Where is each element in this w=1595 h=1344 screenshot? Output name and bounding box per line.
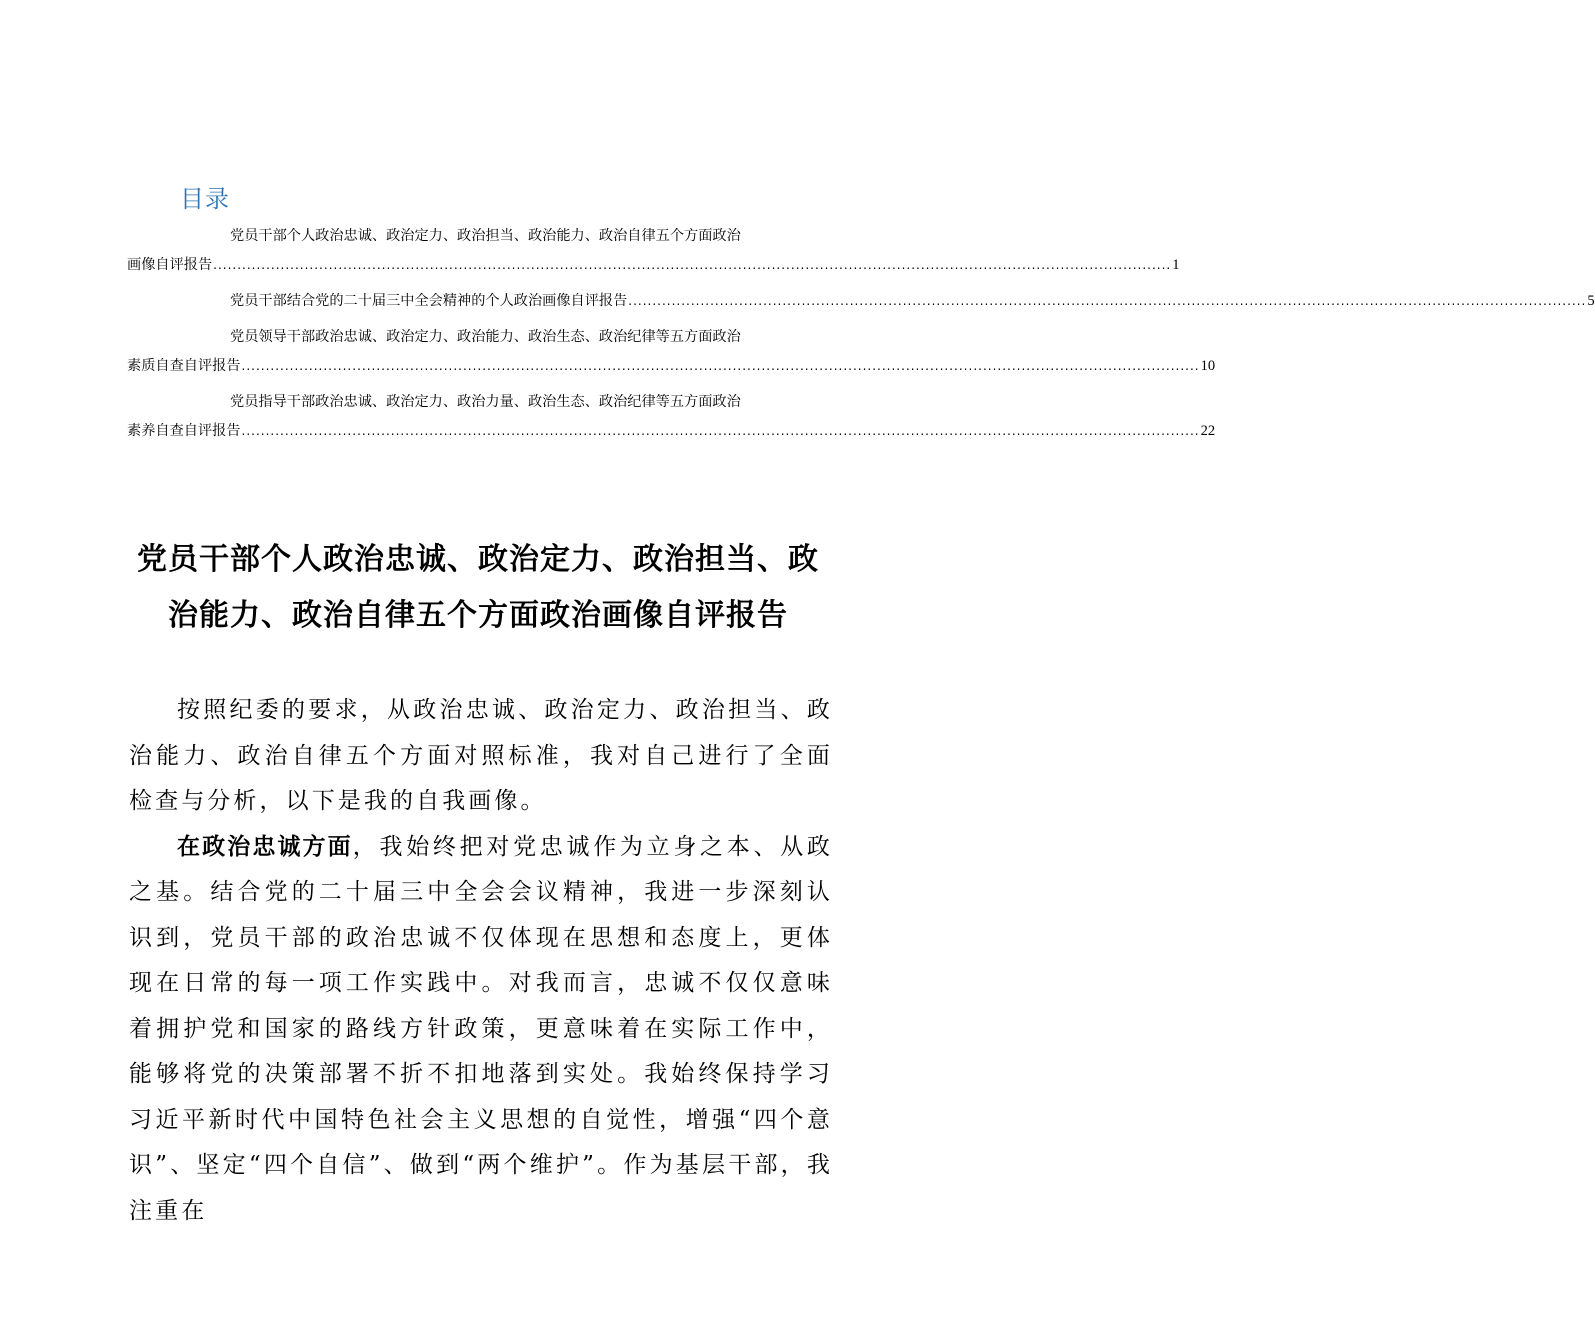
toc-entry-title-line2: 素质自查自评报告 [127,358,241,374]
toc-entry-4[interactable] [127,388,1216,446]
toc-entry-title-line2: 素养自查自评报告 [127,423,241,439]
toc-entry-title-line2-row [127,417,1216,446]
toc-entry-title: 党员干部结合党的二十届三中全会精神的个人政治画像自评报告 [230,293,628,309]
toc-entry-title-line1: 党员指导干部政治忠诚、政治定力、政治力量、政治生态、政治纪律等五方面政治 [230,394,741,410]
table-of-contents [127,222,1595,453]
toc-entry-1[interactable] [127,222,1180,280]
toc-leader-dots: ....................................................................................................................................................................................................... [241,359,1200,373]
toc-leader-dots: ....................................................................................................................................................................................................... [241,424,1200,438]
paragraph-political-loyalty [129,825,833,1235]
article-title-line1: 党员干部个人政治忠诚、政治定力、政治担当、政 [137,542,819,577]
toc-entry-title-line2-row [127,251,1180,280]
article-title-line2: 治能力、政治自律五个方面政治画像自评报告 [168,598,788,633]
toc-page-number: 22 [1200,423,1216,439]
toc-page-number: 10 [1200,358,1216,374]
toc-page-number: 1 [1172,257,1180,273]
paragraph-intro: 按照纪委的要求，从政治忠诚、政治定力、政治担当、政治能力、政治自律五个方面对照标准，我对自己进行了全面检查与分析，以下是我的自我画像。 [129,697,833,814]
toc-page-number: 5 [1587,293,1595,309]
section-lead-bold: 在政治忠诚方面 [177,833,353,860]
toc-entry-title-line1: 党员干部个人政治忠诚、政治定力、政治担当、政治能力、政治自律五个方面政治 [230,228,741,244]
toc-leader-dots: ....................................................................................................................................................................................................... [213,258,1172,272]
toc-leader-dots: ....................................................................................................................................................................................................... [628,294,1587,308]
toc-entry-title-line2-row [127,352,1216,381]
article-body [129,688,833,1234]
toc-entry-title-row [127,287,1595,316]
toc-entry-3[interactable] [127,323,1216,381]
toc-entry-2[interactable] [127,287,1595,316]
article-title [120,532,836,644]
paragraph-body-text: ，我始终把对党忠诚作为立身之本、从政之基。结合党的二十届三中全会会议精神，我进一步深刻认识到，党员干部的政治忠诚不仅体现在思想和态度上，更体现在日常的每一项工作实践中。对我而言，忠诚不仅仅意味着拥护党和国家的路线方针政策，更意味着在实际工作中，能够将党的决策部署不折不扣地落到实处。我始终保持学习习近平新时代中国特色社会主义思想的自觉性，增强“四个意识”、坚定“四个自信”、做到“两个维护”。作为基层干部，我注重在 [129,833,834,1224]
toc-entry-title-line1: 党员领导干部政治忠诚、政治定力、政治能力、政治生态、政治纪律等五方面政治 [230,329,741,345]
toc-entry-title-line2: 画像自评报告 [127,257,213,273]
toc-heading: 目录 [180,185,230,213]
